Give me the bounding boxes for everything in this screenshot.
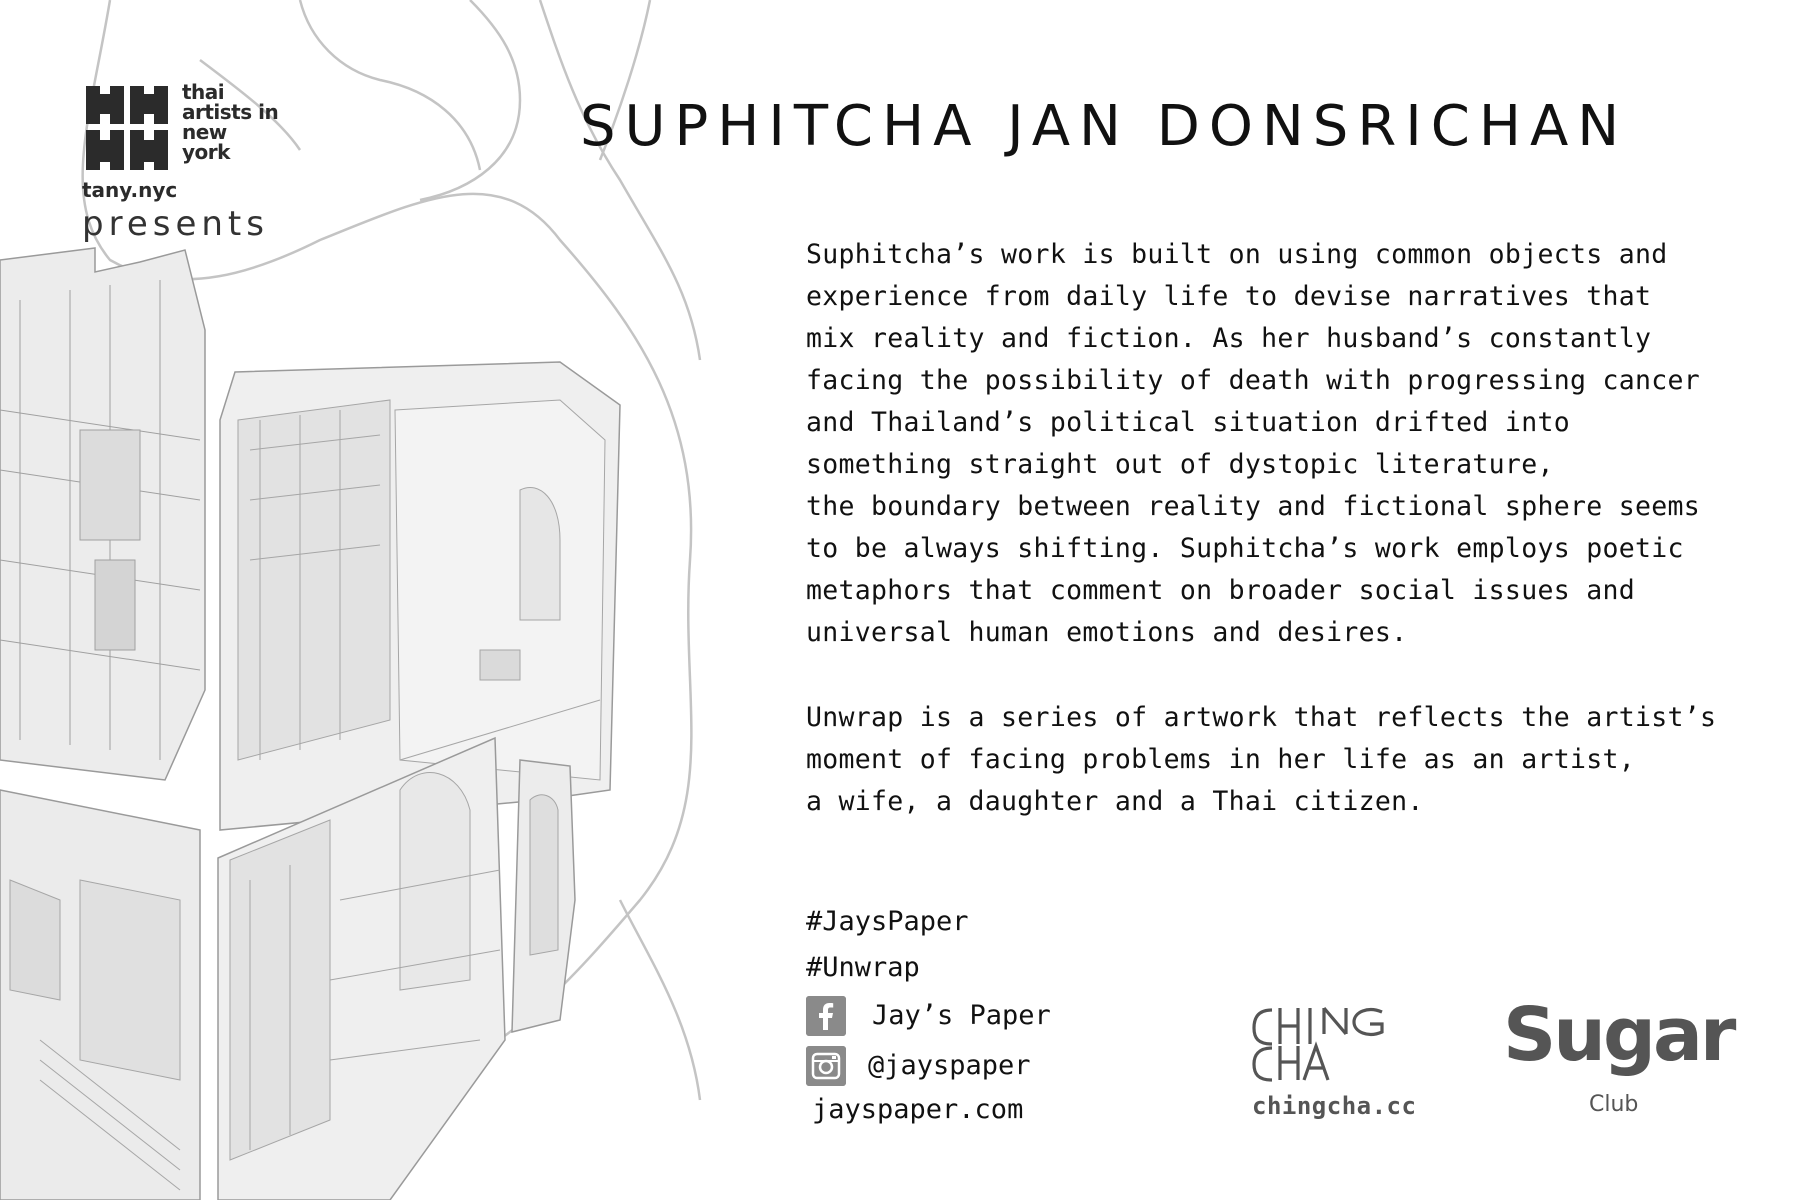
- statement-line: universal human emotions and desires.: [806, 617, 1408, 648]
- tany-wordmark: [182, 82, 278, 162]
- sugar-club-logo-wordmark: Sugar: [1503, 992, 1734, 1078]
- website-link[interactable]: jayspaper.com: [812, 1094, 1024, 1125]
- tany-url: tany.nyc: [82, 178, 178, 202]
- tany-word-line: york: [182, 140, 230, 164]
- instagram-icon: [806, 1046, 846, 1086]
- chingcha-url: chingcha.cc: [1252, 1092, 1417, 1120]
- statement-line: Unwrap is a series of artwork that reflects the artist’s: [806, 702, 1717, 733]
- hashtag: #JaysPaper: [806, 906, 969, 937]
- tany-word-line: artists in: [182, 100, 279, 124]
- artist-statement-paragraph: [806, 234, 1700, 654]
- statement-line: mix reality and fiction. As her husband’s constantly: [806, 323, 1652, 354]
- instagram-label: @jayspaper: [868, 1050, 1031, 1081]
- statement-line: Suphitcha’s work is built on using common objects and: [806, 239, 1668, 270]
- statement-line: moment of facing problems in her life as an artist,: [806, 744, 1635, 775]
- statement-line: facing the possibility of death with progressing cancer: [806, 365, 1700, 396]
- statement-line: a wife, a daughter and a Thai citizen.: [806, 786, 1424, 817]
- statement-line: experience from daily life to devise narratives that: [806, 281, 1652, 312]
- sugar-club-logo-subword: Club: [1589, 1092, 1639, 1117]
- statement-line: metaphors that comment on broader social issues and: [806, 575, 1635, 606]
- hashtag: #Unwrap: [806, 952, 920, 983]
- statement-line: the boundary between reality and fictional sphere seems: [806, 491, 1700, 522]
- statement-line: something straight out of dystopic literature,: [806, 449, 1554, 480]
- presents-label: presents: [82, 204, 269, 244]
- series-description-paragraph: [806, 697, 1716, 823]
- statement-line: to be always shifting. Suphitcha’s work employs poetic: [806, 533, 1684, 564]
- tany-word-line: thai: [182, 80, 225, 104]
- tany-word-line: new: [182, 120, 227, 144]
- facebook-label: Jay’s Paper: [872, 1000, 1051, 1031]
- facebook-icon: [806, 996, 846, 1036]
- tany-mark-icon: [82, 82, 174, 174]
- statement-line: and Thailand’s political situation drifted into: [806, 407, 1570, 438]
- artist-name-title: SUPHITCHA JAN DONSRICHAN: [580, 94, 1629, 159]
